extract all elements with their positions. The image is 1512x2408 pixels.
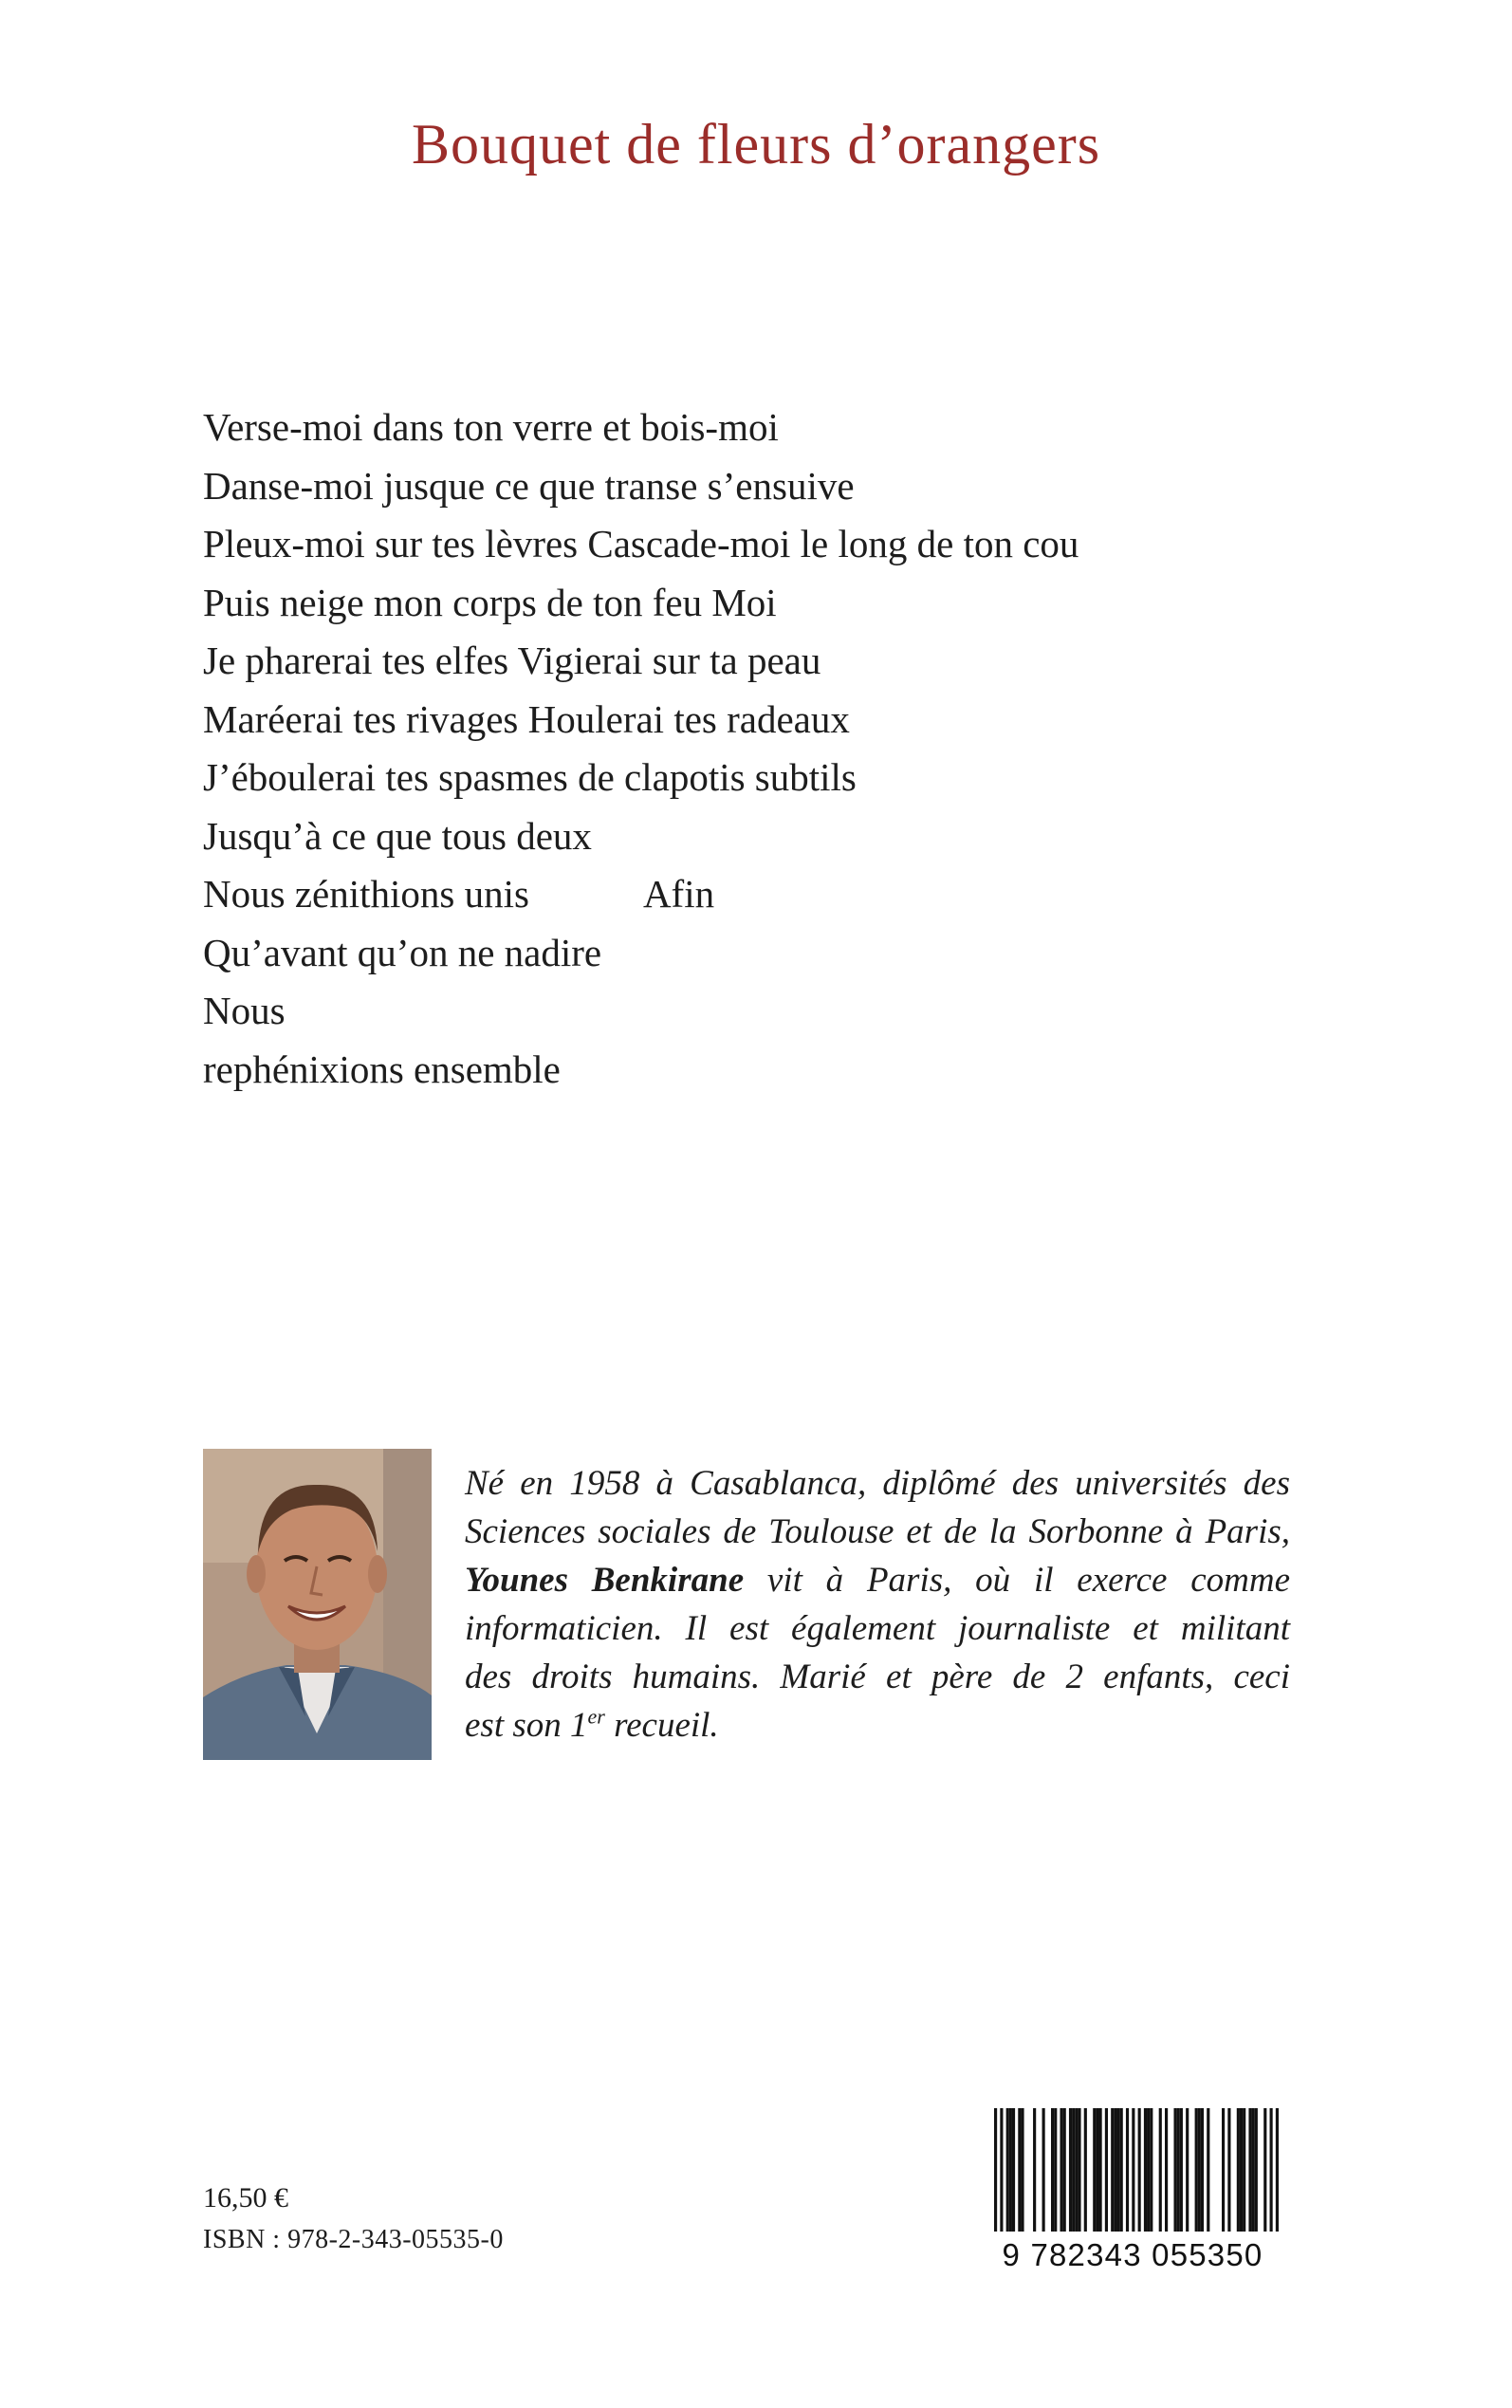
barcode-bar xyxy=(1012,2108,1015,2232)
author-name: Younes Benkirane xyxy=(465,1561,745,1600)
price: 16,50 € xyxy=(203,2182,288,2214)
barcode-bar xyxy=(1177,2108,1180,2232)
barcode-bar xyxy=(1252,2108,1255,2232)
poem-line: Nous xyxy=(203,989,286,1032)
bio-line xyxy=(465,1701,1290,1750)
ordinal-suffix: er xyxy=(587,1704,605,1729)
barcode-icon xyxy=(994,2108,1279,2232)
barcode-bar xyxy=(1237,2108,1240,2232)
poem-line: Qu’avant qu’on ne nadire xyxy=(203,930,602,974)
barcode xyxy=(985,2106,1281,2272)
barcode-bar xyxy=(1042,2108,1045,2232)
barcode-bar xyxy=(1144,2108,1147,2232)
poem-line: J’éboulerai tes spasmes de clapotis subtils xyxy=(203,755,857,799)
barcode-bar xyxy=(1120,2108,1123,2232)
barcode-bar xyxy=(1033,2108,1036,2232)
poem-line: Je pharerai tes elfes Vigierai sur ta peau xyxy=(203,639,821,682)
barcode-bar xyxy=(1263,2108,1266,2232)
barcode-bar xyxy=(1243,2108,1245,2232)
barcode-bar xyxy=(1248,2108,1251,2232)
barcode-bar xyxy=(994,2108,997,2232)
author-bio xyxy=(465,1459,1290,1750)
poem-line-tail: Afin xyxy=(642,872,715,916)
barcode-bar xyxy=(1195,2108,1198,2232)
book-title: Bouquet de fleurs d’orangers xyxy=(411,113,1101,176)
barcode-bar xyxy=(1180,2108,1183,2232)
barcode-bar xyxy=(1054,2108,1057,2232)
barcode-bar xyxy=(1069,2108,1072,2232)
barcode-bar xyxy=(1018,2108,1021,2232)
bio-text: est son 1 xyxy=(465,1706,588,1745)
barcode-bar xyxy=(1021,2108,1023,2232)
barcode-bar xyxy=(1114,2108,1116,2232)
barcode-bar xyxy=(1093,2108,1096,2232)
barcode-bar xyxy=(1159,2108,1162,2232)
barcode-bar xyxy=(1222,2108,1225,2232)
barcode-bar xyxy=(1126,2108,1129,2232)
barcode-bar xyxy=(1096,2108,1098,2232)
barcode-bar xyxy=(1201,2108,1204,2232)
barcode-bar xyxy=(1255,2108,1258,2232)
barcode-bar xyxy=(1173,2108,1176,2232)
barcode-digits: 9 782343 055350 xyxy=(1002,2237,1263,2272)
author-portrait-icon xyxy=(203,1449,432,1760)
bio-line: informaticien. Il est également journaliste et militant xyxy=(465,1609,1290,1648)
bio-text: vit à Paris, où il exerce comme xyxy=(744,1561,1290,1600)
barcode-bar xyxy=(1075,2108,1078,2232)
barcode-bar xyxy=(1072,2108,1075,2232)
poem-line-text: Nous zénithions unis xyxy=(203,872,529,916)
barcode-bar xyxy=(1240,2108,1243,2232)
poem-line: Jusqu’à ce que tous deux xyxy=(203,813,592,858)
poem-line: rephénixions ensemble xyxy=(203,1047,561,1091)
poem-line: Pleux-moi sur tes lèvres Cascade-moi le long de ton cou xyxy=(203,522,1079,565)
poem-line: Danse-moi jusque ce que transe s’ensuive xyxy=(203,463,855,508)
author-photo xyxy=(203,1449,432,1760)
barcode-bar xyxy=(1150,2108,1152,2232)
barcode-bar xyxy=(1270,2108,1273,2232)
barcode-bar xyxy=(1084,2108,1087,2232)
barcode-bar xyxy=(1227,2108,1230,2232)
bio-line: des droits humains. Marié et père de 2 enfants, ceci xyxy=(465,1658,1290,1696)
poem-line: Maréerai tes rivages Houlerai tes radeaux xyxy=(203,696,850,741)
barcode-bar xyxy=(1078,2108,1080,2232)
barcode-bar xyxy=(1132,2108,1134,2232)
barcode-bar xyxy=(1165,2108,1168,2232)
barcode-bar xyxy=(1198,2108,1201,2232)
barcode-bar xyxy=(1009,2108,1012,2232)
barcode-bar xyxy=(1105,2108,1108,2232)
barcode-bar xyxy=(1276,2108,1279,2232)
barcode-bar xyxy=(1116,2108,1119,2232)
poem xyxy=(203,398,1341,1099)
poem-line xyxy=(203,865,1341,924)
barcode-bar xyxy=(1006,2108,1009,2232)
barcode-bar xyxy=(1099,2108,1102,2232)
barcode-bar xyxy=(1063,2108,1066,2232)
barcode-bar xyxy=(1000,2108,1003,2232)
barcode-bar xyxy=(1207,2108,1209,2232)
poem-line: Verse-moi dans ton verre et bois-moi xyxy=(203,405,779,449)
barcode-bar xyxy=(1051,2108,1054,2232)
barcode-bar xyxy=(1186,2108,1189,2232)
bio-line: Né en 1958 à Casablanca, diplômé des universités des xyxy=(465,1464,1290,1503)
bio-line xyxy=(465,1556,1290,1604)
barcode-bar xyxy=(1138,2108,1141,2232)
poem-line: Puis neige mon corps de ton feu Moi xyxy=(203,580,777,624)
bio-text: recueil. xyxy=(604,1706,719,1745)
isbn: ISBN : 978-2-343-05535-0 xyxy=(203,2225,504,2254)
barcode-bar xyxy=(1147,2108,1150,2232)
barcode-bar xyxy=(1060,2108,1062,2232)
bio-line: Sciences sociales de Toulouse et de la Sorbonne à Paris, xyxy=(465,1512,1290,1551)
barcode-bar xyxy=(1111,2108,1114,2232)
